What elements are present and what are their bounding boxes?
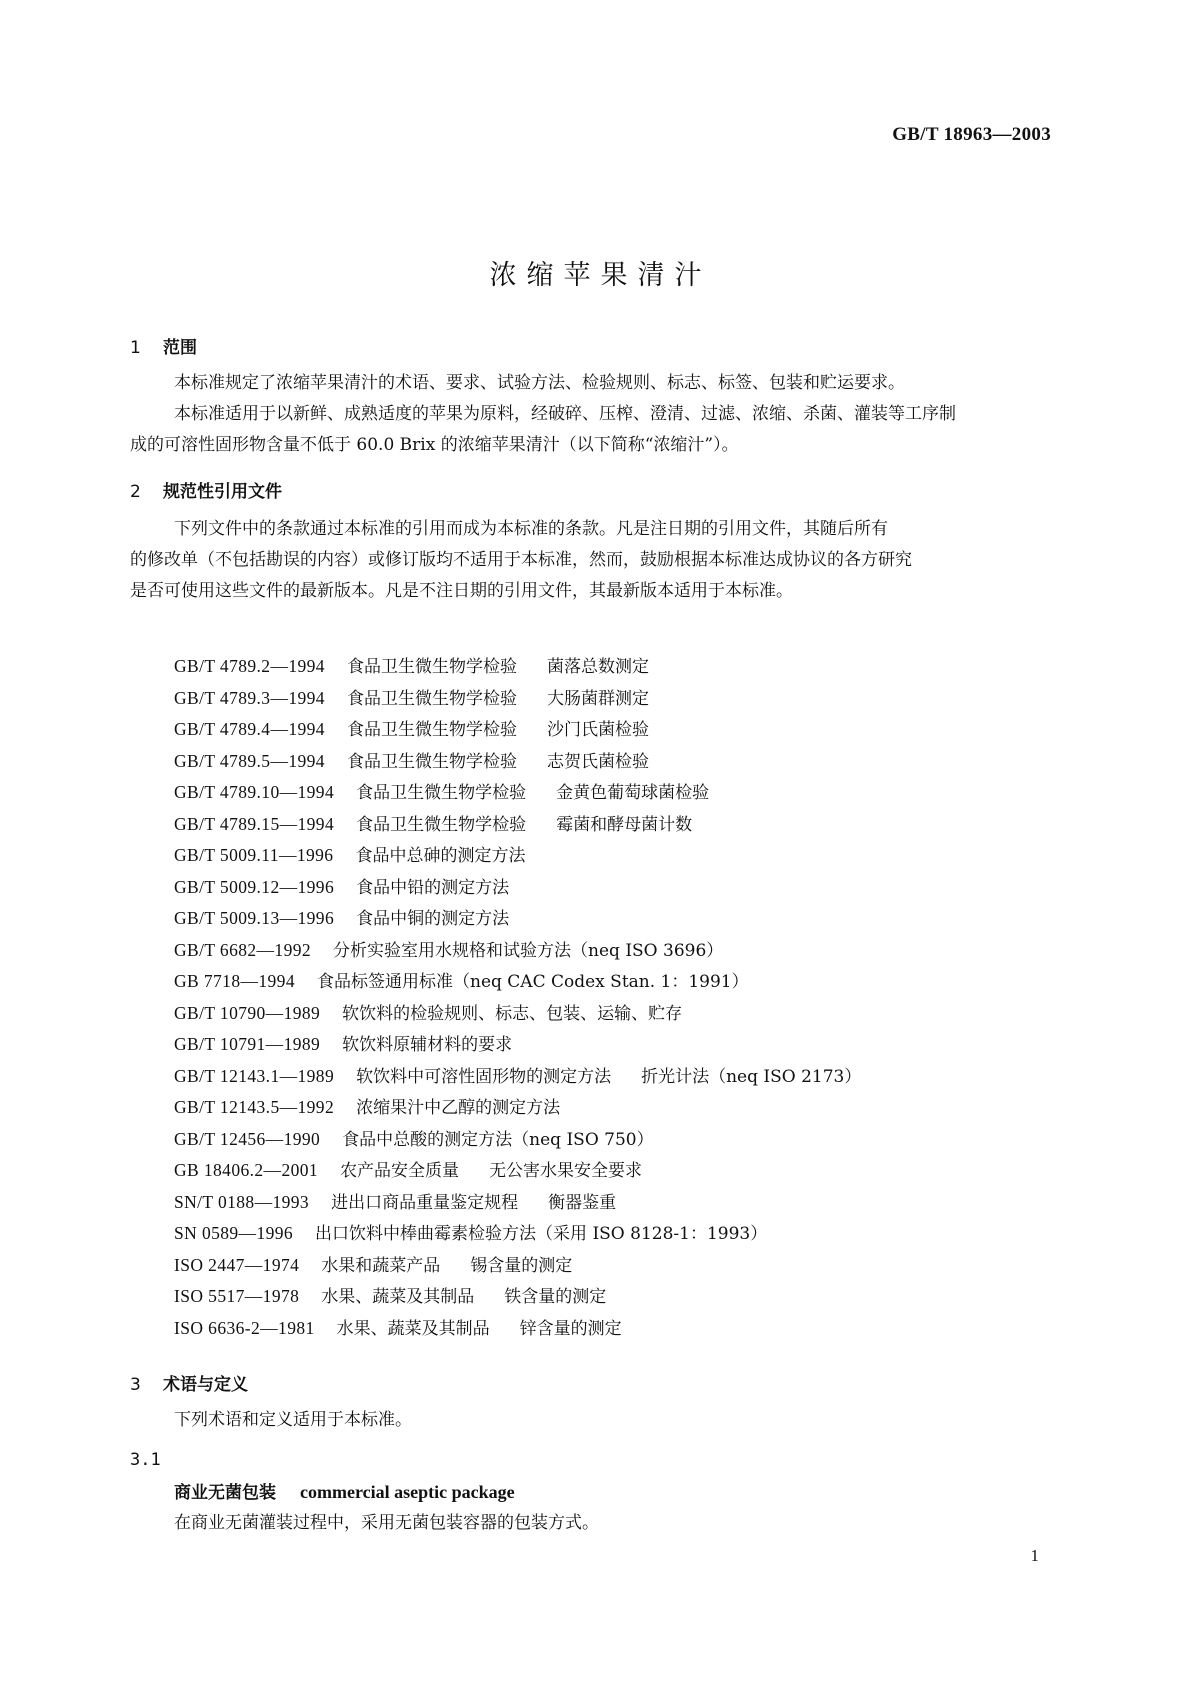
reference-title: 食品卫生微生物学检验 (356, 814, 527, 835)
reference-item (174, 714, 861, 746)
reference-title: 食品中总砷的测定方法 (355, 846, 526, 866)
reference-subtitle: 金黄色葡萄球菌检验 (556, 783, 710, 803)
reference-code: ISO 5517—1978 (174, 1286, 300, 1306)
reference-item (174, 966, 861, 998)
section-1-paragraph-2-line-2: 成的可溶性固形物含量不低于 60.0 Brix 的浓缩苹果清汁（以下简称“浓缩汁”）。 (130, 435, 739, 455)
reference-item (174, 935, 861, 967)
reference-title: 出口饮料中棒曲霉素检验方法（采用 ISO 8128-1：1993） (315, 1224, 768, 1244)
reference-item (174, 1155, 861, 1187)
reference-title: 软饮料原辅材料的要求 (342, 1035, 513, 1055)
reference-item (174, 1061, 861, 1093)
reference-title: 水果、蔬菜及其制品 (336, 1318, 490, 1339)
reference-item (174, 840, 861, 872)
section-1-number: 1 (130, 338, 141, 358)
reference-code: GB/T 5009.12—1996 (174, 876, 335, 897)
reference-item (174, 1313, 861, 1345)
reference-code: GB/T 12456—1990 (174, 1128, 321, 1149)
reference-code: SN/T 0188—1993 (174, 1191, 310, 1212)
term-chinese: 商业无菌包装 (174, 1483, 276, 1503)
reference-item (174, 998, 861, 1030)
reference-item (174, 1092, 861, 1124)
reference-title: 进出口商品重量鉴定规程 (331, 1192, 519, 1213)
section-3-number: 3 (130, 1375, 141, 1395)
reference-subtitle: 无公害水果安全要求 (489, 1161, 643, 1181)
reference-subtitle: 霉菌和酵母菌计数 (556, 814, 693, 835)
clause-3-1-number: 3.1 (130, 1450, 161, 1470)
term-heading (174, 1478, 515, 1503)
reference-subtitle: 锡含量的测定 (470, 1255, 573, 1276)
reference-code: GB/T 4789.2—1994 (174, 656, 325, 676)
reference-item (174, 1187, 861, 1219)
reference-item (174, 777, 861, 809)
section-2-intro (130, 514, 1050, 607)
reference-subtitle: 志贺氏菌检验 (546, 751, 649, 772)
reference-title: 食品中总酸的测定方法（neq ISO 750） (342, 1129, 654, 1150)
reference-list (174, 651, 861, 1344)
reference-code: GB/T 10790—1989 (174, 1002, 321, 1023)
section-3-heading (130, 1370, 248, 1395)
reference-code: GB 18406.2—2001 (174, 1160, 319, 1180)
reference-title: 水果和蔬菜产品 (321, 1255, 441, 1276)
reference-item (174, 683, 861, 715)
page-number: 1 (1030, 1546, 1039, 1565)
section-2-heading (130, 477, 282, 502)
reference-code: GB/T 6682—1992 (174, 939, 312, 960)
reference-item (174, 903, 861, 935)
section-3-intro-text: 下列术语和定义适用于本标准。 (174, 1410, 412, 1430)
reference-subtitle: 折光计法（neq ISO 2173） (641, 1066, 862, 1087)
reference-item (174, 872, 861, 904)
reference-item (174, 1124, 861, 1156)
section-1-title: 范围 (163, 338, 197, 358)
reference-code: GB/T 5009.11—1996 (174, 845, 334, 865)
reference-code: GB/T 4789.15—1994 (174, 813, 335, 834)
reference-title: 水果、蔬菜及其制品 (321, 1287, 475, 1307)
reference-item (174, 651, 861, 683)
reference-code: GB/T 12143.5—1992 (174, 1097, 335, 1117)
section-2-number: 2 (130, 482, 141, 502)
section-2-intro-line-2: 的修改单（不包括勘误的内容）或修订版均不适用于本标准，然而，鼓励根据本标准达成协议的各方研究 (130, 550, 912, 570)
reference-title: 食品标签通用标准（neq CAC Codex Stan. 1：1991） (317, 972, 749, 992)
reference-code: GB/T 4789.3—1994 (174, 687, 325, 708)
reference-code: ISO 2447—1974 (174, 1254, 300, 1275)
term-definition: 在商业无菌灌装过程中，采用无菌包装容器的包装方式。 (174, 1513, 599, 1533)
reference-title: 食品卫生微生物学检验 (346, 751, 517, 772)
section-2-intro-line-3: 是否可使用这些文件的最新版本。凡是不注日期的引用文件，其最新版本适用于本标准。 (130, 581, 793, 601)
reference-item (174, 1029, 861, 1061)
reference-code: GB/T 4789.4—1994 (174, 719, 325, 739)
reference-subtitle: 锌含量的测定 (519, 1318, 622, 1339)
reference-title: 软饮料的检验规则、标志、包装、运输、贮存 (342, 1003, 683, 1024)
reference-code: GB/T 4789.5—1994 (174, 750, 325, 771)
reference-subtitle: 衡器鉴重 (548, 1192, 617, 1213)
section-1-heading (130, 333, 197, 358)
section-2-title: 规范性引用文件 (163, 482, 282, 502)
reference-subtitle: 铁含量的测定 (504, 1287, 607, 1307)
reference-subtitle: 菌落总数测定 (546, 657, 649, 677)
reference-code: ISO 6636-2—1981 (174, 1317, 315, 1338)
term-english: commercial aseptic package (300, 1482, 515, 1502)
reference-code: GB 7718—1994 (174, 971, 295, 991)
reference-code: GB/T 10791—1989 (174, 1034, 321, 1054)
reference-code: GB/T 5009.13—1996 (174, 908, 335, 928)
reference-title: 农产品安全质量 (340, 1161, 460, 1181)
document-title: 浓缩苹果清汁 (489, 260, 712, 291)
reference-title: 食品卫生微生物学检验 (356, 783, 527, 803)
reference-title: 分析实验室用水规格和试验方法（neq ISO 3696） (333, 940, 724, 961)
section-2-intro-line-1: 下列文件中的条款通过本标准的引用而成为本标准的条款。凡是注日期的引用文件，其随后所有 (174, 519, 888, 539)
reference-title: 食品卫生微生物学检验 (346, 688, 517, 709)
reference-code: GB/T 12143.1—1989 (174, 1065, 335, 1086)
reference-title: 食品卫生微生物学检验 (346, 657, 517, 677)
reference-title: 食品卫生微生物学检验 (346, 720, 517, 740)
reference-subtitle: 沙门氏菌检验 (546, 720, 649, 740)
reference-item (174, 1281, 861, 1313)
section-1-paragraph-1: 本标准规定了浓缩苹果清汁的术语、要求、试验方法、检验规则、标志、标签、包装和贮运要求。 (174, 373, 905, 393)
reference-item (174, 809, 861, 841)
reference-title: 浓缩果汁中乙醇的测定方法 (356, 1098, 561, 1118)
reference-item (174, 746, 861, 778)
reference-code: GB/T 4789.10—1994 (174, 782, 335, 802)
reference-code: SN 0589—1996 (174, 1223, 294, 1243)
reference-item (174, 1250, 861, 1282)
reference-title: 软饮料中可溶性固形物的测定方法 (356, 1066, 612, 1087)
reference-title: 食品中铜的测定方法 (356, 909, 510, 929)
reference-subtitle: 大肠菌群测定 (546, 688, 649, 709)
section-3-intro (130, 1405, 1050, 1436)
standard-number: GB/T 18963—2003 (892, 124, 1051, 145)
section-1-body (130, 368, 1050, 461)
section-3-title: 术语与定义 (163, 1375, 248, 1395)
reference-title: 食品中铅的测定方法 (356, 877, 510, 898)
reference-item (174, 1218, 861, 1250)
section-1-paragraph-2-line-1: 本标准适用于以新鲜、成熟适度的苹果为原料，经破碎、压榨、澄清、过滤、浓缩、杀菌、灌装等工序制 (174, 404, 956, 424)
